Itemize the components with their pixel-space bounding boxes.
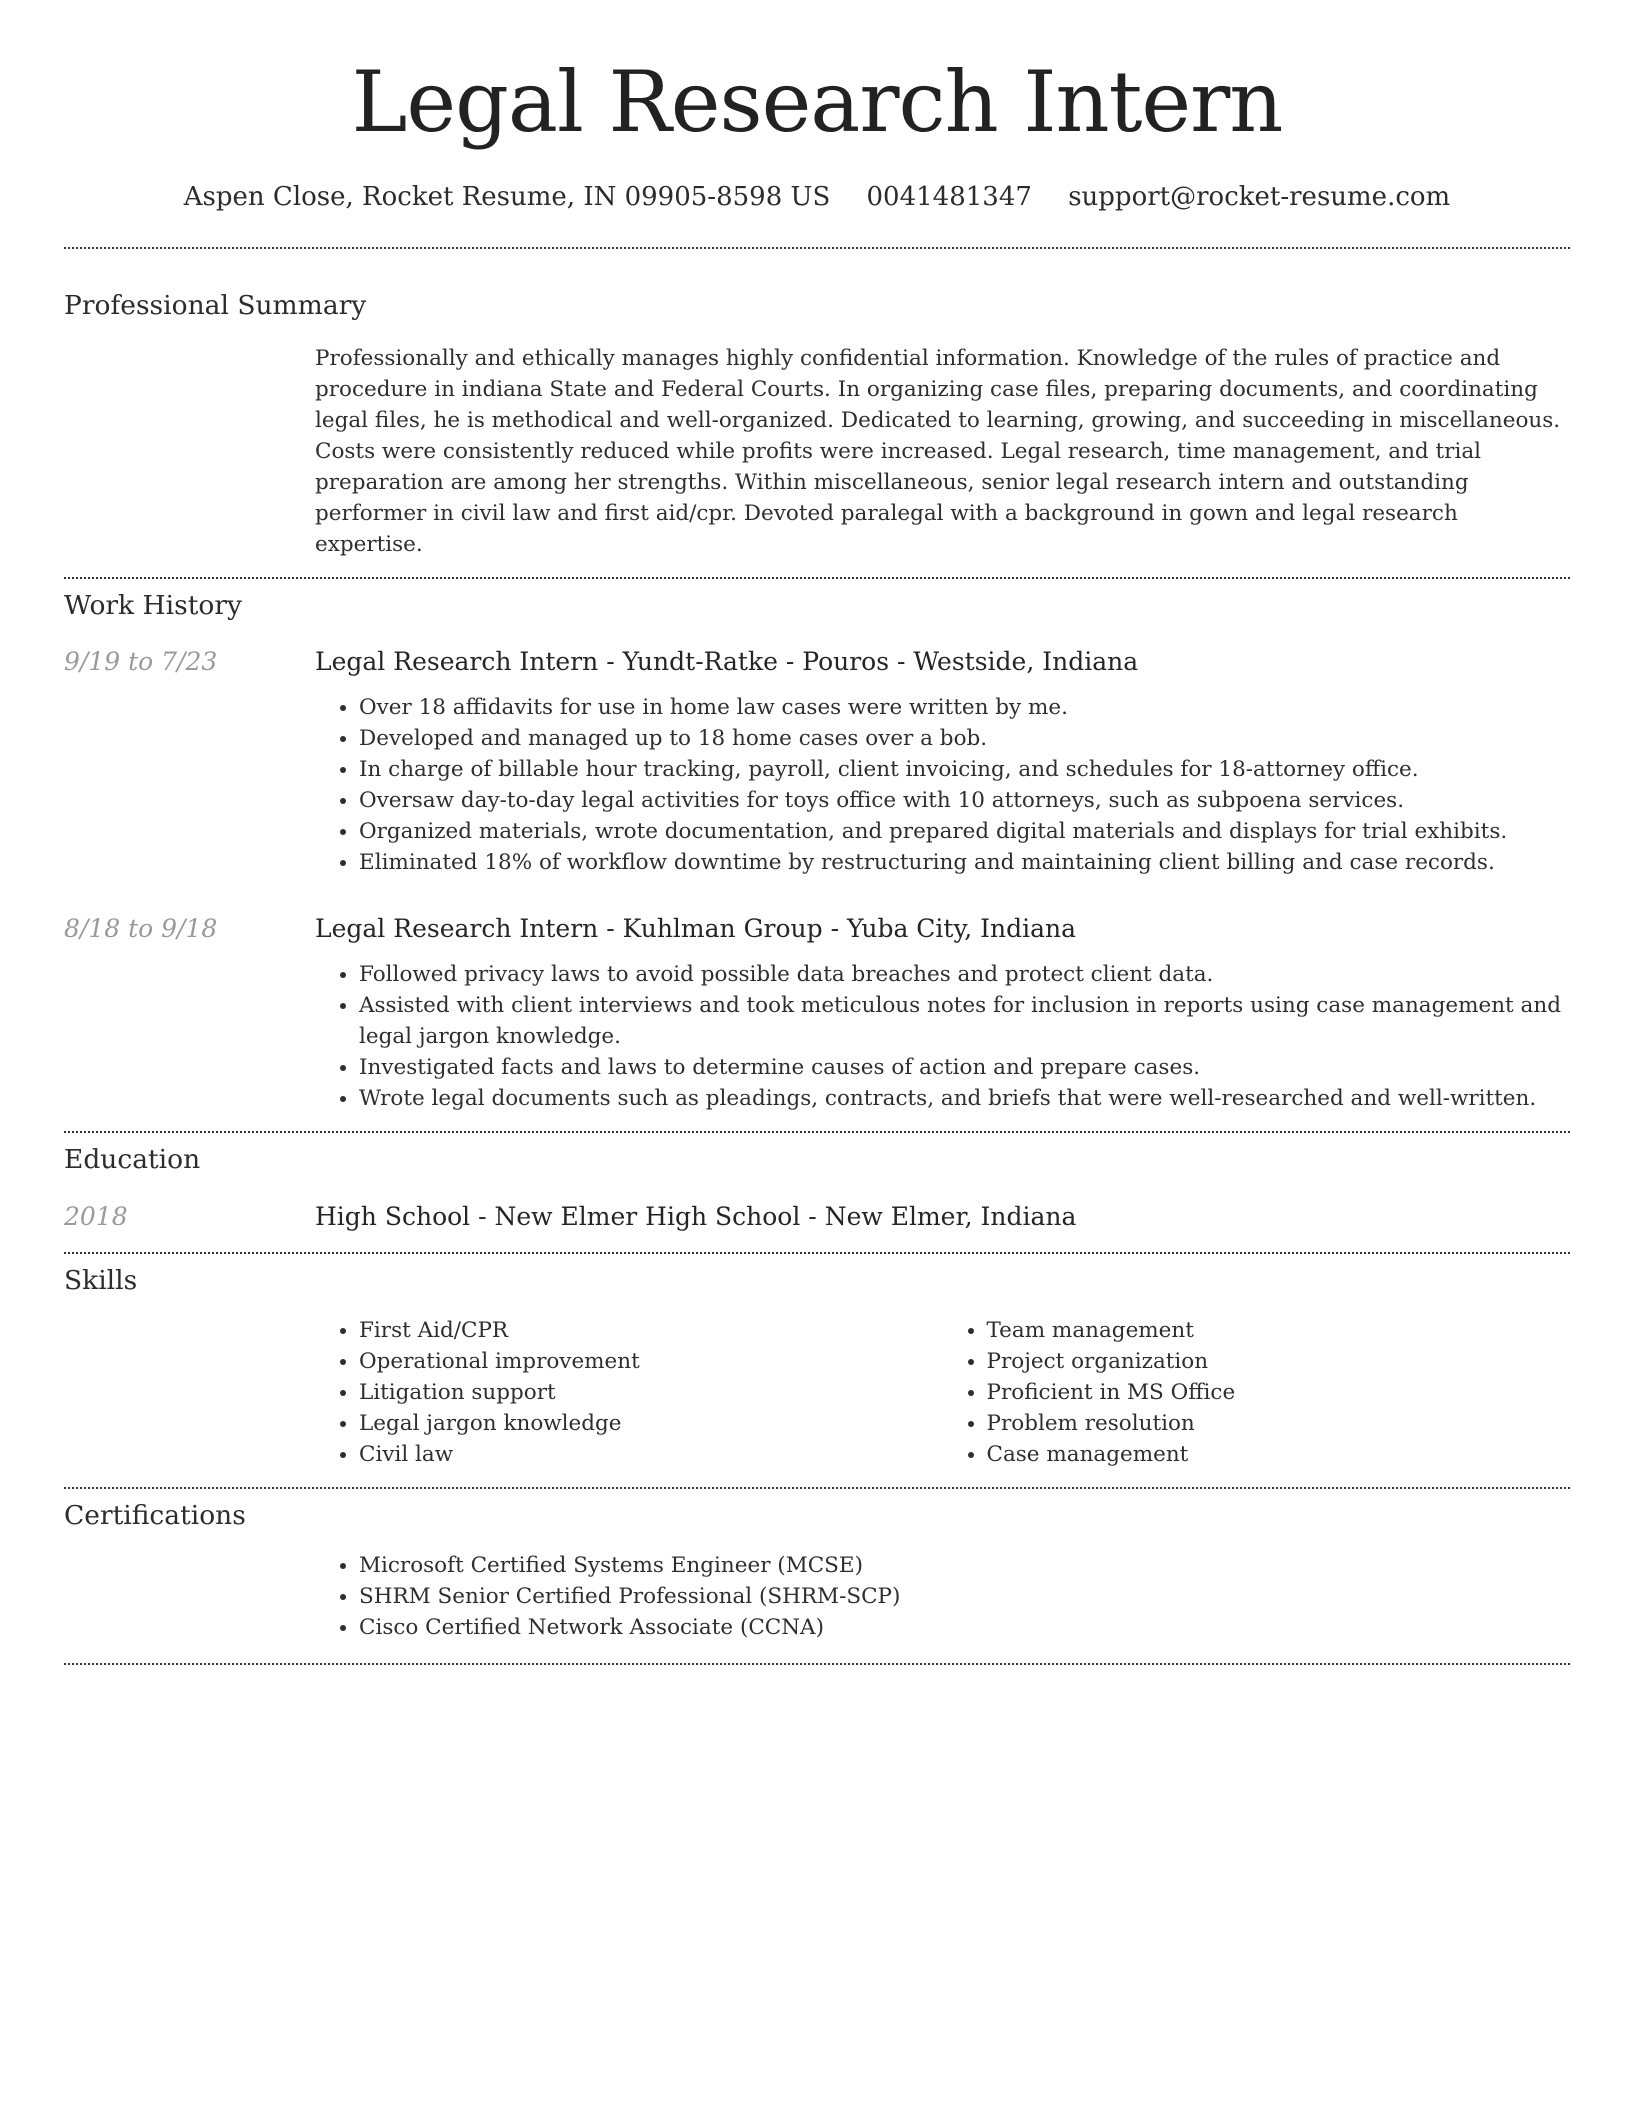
- job-bullets: [315, 959, 1614, 1114]
- job-bullet: • Wrote legal documents such as pleadings, contracts, and briefs that were well-researched and well-written.: [359, 1083, 1614, 1114]
- divider: [64, 1663, 1570, 1665]
- divider: [64, 1252, 1570, 1254]
- certification-item: • SHRM Senior Certified Professional (SHRM-SCP): [359, 1581, 1614, 1612]
- summary-text: Professionally and ethically manages highly confidential information. Knowledge of the rules of practice and procedure in indiana State and Federal Courts. In organizing case files, preparing documents, and coordinating legal files, he is methodical and well-organized. Dedicated to learning, growing, and succeeding in miscellaneous. Costs were consistently reduced while profits were increased. Legal research, time management, and trial preparation are among her strengths. Within miscellaneous, senior legal research intern and outstanding performer in civil law and first aid/cpr. Devoted paralegal with a background in gown and legal research expertise.: [315, 346, 1561, 557]
- certification-item: • Microsoft Certified Systems Engineer (MCSE): [359, 1550, 1614, 1581]
- divider: [64, 1131, 1570, 1133]
- skills-column-right: [943, 1315, 1571, 1470]
- job-bullet: • Assisted with client interviews and took meticulous notes for inclusion in reports using case management and legal jargon knowledge.: [359, 990, 1614, 1052]
- contact-address: Aspen Close, Rocket Resume, IN 09905-8598 US: [183, 182, 831, 212]
- resume-name: Legal Research Intern: [351, 53, 1283, 151]
- skill-item: • Litigation support: [359, 1377, 943, 1408]
- divider: [64, 247, 1570, 249]
- job-bullet: • Investigated facts and laws to determine causes of action and prepare cases.: [359, 1052, 1614, 1083]
- skill-item: • Team management: [987, 1315, 1571, 1346]
- certification-item: • Cisco Certified Network Associate (CCNA): [359, 1612, 1614, 1643]
- job-dates: 8/18 to 9/18: [64, 914, 218, 943]
- contact-line: [64, 182, 1570, 212]
- skill-item: • Case management: [987, 1439, 1571, 1470]
- job-dates: 9/19 to 7/23: [64, 647, 218, 676]
- skills-column-left: [315, 1315, 943, 1470]
- education-text: High School - New Elmer High School - New Elmer, Indiana: [315, 1202, 1077, 1231]
- divider: [64, 577, 1570, 579]
- job-bullet: • Eliminated 18% of workflow downtime by restructuring and maintaining client billing and case records.: [359, 847, 1614, 878]
- skill-item: • Proficient in MS Office: [987, 1377, 1571, 1408]
- divider: [64, 1487, 1570, 1489]
- job-bullet: • Over 18 affidavits for use in home law cases were written by me.: [359, 692, 1614, 723]
- skill-item: • Civil law: [359, 1439, 943, 1470]
- job-entry: [64, 912, 1570, 946]
- job-bullet: • Oversaw day-to-day legal activities for toys office with 10 attorneys, such as subpoena services.: [359, 785, 1614, 816]
- job-bullet: • In charge of billable hour tracking, payroll, client invoicing, and schedules for 18-attorney office.: [359, 754, 1614, 785]
- job-title: Legal Research Intern - Yundt-Ratke - Pouros - Westside, Indiana: [315, 647, 1139, 676]
- section-title-work: Work History: [64, 590, 242, 621]
- job-bullet: • Developed and managed up to 18 home cases over a bob.: [359, 723, 1614, 754]
- education-entry: [64, 1200, 1570, 1234]
- skill-item: • Legal jargon knowledge: [359, 1408, 943, 1439]
- section-title-certifications: Certifications: [64, 1500, 246, 1531]
- skills-list: [315, 1315, 1570, 1470]
- job-bullet: • Followed privacy laws to avoid possible data breaches and protect client data.: [359, 959, 1614, 990]
- section-title-skills: Skills: [64, 1265, 138, 1296]
- skill-item: • First Aid/CPR: [359, 1315, 943, 1346]
- education-year: 2018: [64, 1202, 128, 1231]
- section-title-education: Education: [64, 1144, 201, 1175]
- resume-page: [64, 0, 1570, 1665]
- contact-email: support@rocket-resume.com: [1068, 182, 1451, 212]
- skill-item: • Operational improvement: [359, 1346, 943, 1377]
- skill-item: • Problem resolution: [987, 1408, 1571, 1439]
- section-title-summary: Professional Summary: [64, 290, 367, 321]
- skill-item: • Project organization: [987, 1346, 1571, 1377]
- job-title: Legal Research Intern - Kuhlman Group - Yuba City, Indiana: [315, 914, 1077, 943]
- certifications-list: [315, 1550, 1614, 1643]
- job-bullet: • Organized materials, wrote documentation, and prepared digital materials and displays for trial exhibits.: [359, 816, 1614, 847]
- job-entry: [64, 645, 1570, 679]
- contact-phone: 0041481347: [866, 182, 1032, 212]
- job-bullets: [315, 692, 1614, 878]
